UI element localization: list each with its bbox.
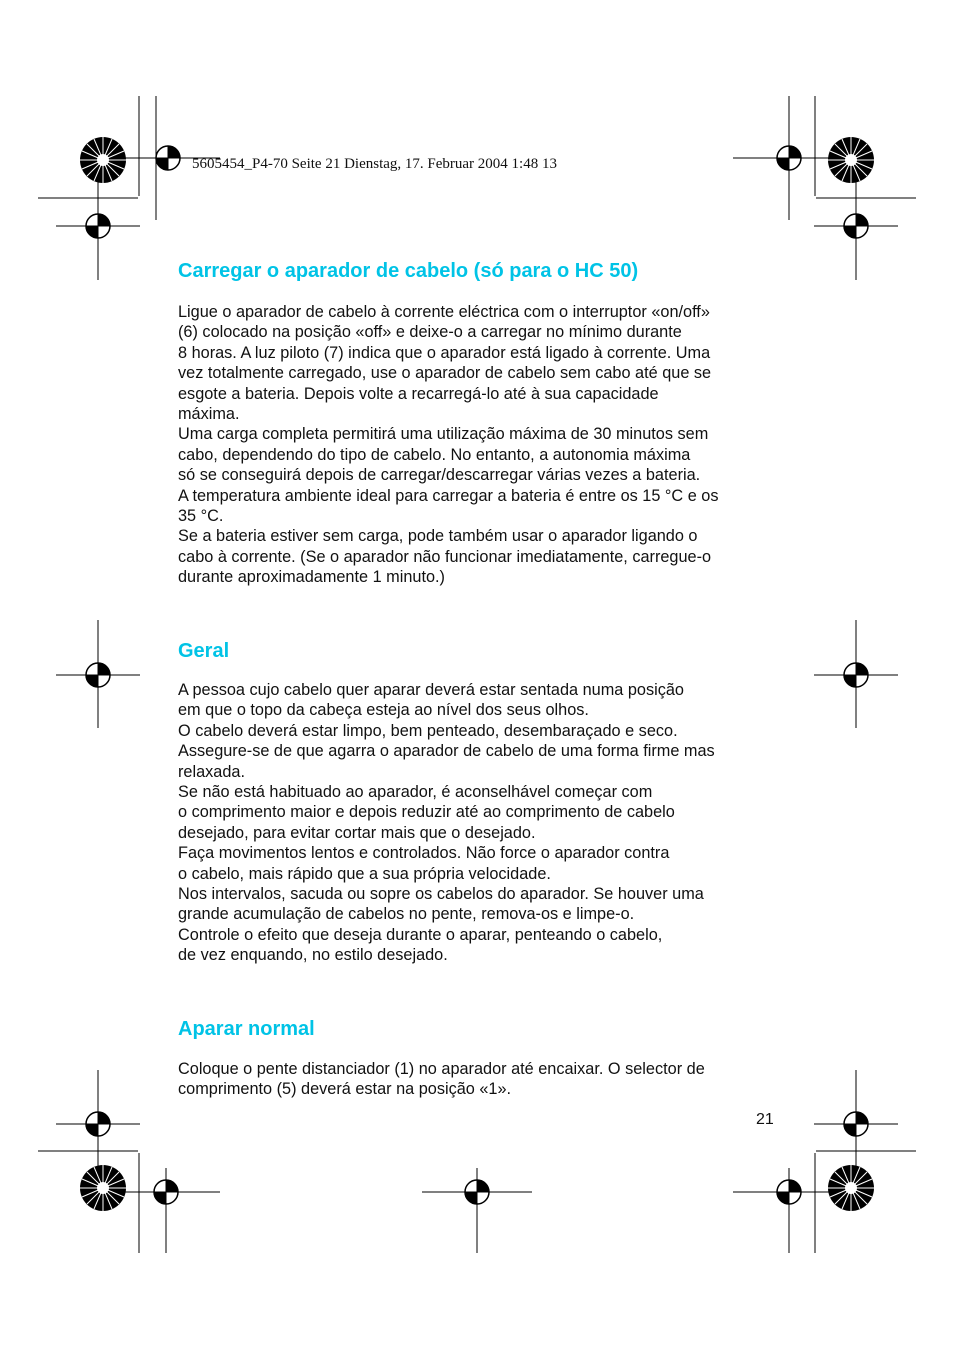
registration-target-icon <box>86 663 110 687</box>
page-number: 21 <box>756 1111 774 1128</box>
text-line: só se conseguirá depois de carregar/descarregar várias vezes a bateria. <box>178 466 701 485</box>
registration-target-icon <box>154 1180 178 1204</box>
text-line: A temperatura ambiente ideal para carregar a bateria é entre os 15 °C e os <box>178 486 719 505</box>
text-line: O cabelo deverá estar limpo, bem penteado, desembaraçado e seco. <box>178 721 678 740</box>
registration-target-icon <box>844 214 868 238</box>
text-line: o comprimento maior e depois reduzir até ao comprimento de cabelo <box>178 803 675 822</box>
section-body <box>178 680 778 966</box>
registration-target-icon <box>86 1112 110 1136</box>
text-line: Uma carga completa permitirá uma utilização máxima de 30 minutos sem <box>178 425 709 444</box>
section-heading: Aparar normal <box>178 1018 315 1040</box>
section-heading: Carregar o aparador de cabelo (só para o HC 50) <box>178 260 639 282</box>
section-body <box>178 302 778 588</box>
text-line: relaxada. <box>178 762 245 781</box>
text-line: Controle o efeito que deseja durante o aparar, penteando o cabelo, <box>178 925 663 944</box>
registration-target-icon <box>86 214 110 238</box>
registration-target-icon <box>156 146 180 170</box>
print-slug: 5605454_P4-70 Seite 21 Dienstag, 17. Februar 2004 1:48 13 <box>192 156 557 172</box>
text-line: 8 horas. A luz piloto (7) indica que o aparador está ligado à corrente. Uma <box>178 343 711 362</box>
text-line: Assegure-se de que agarra o aparador de cabelo de uma forma firme mas <box>178 742 715 761</box>
text-line: Faça movimentos lentos e controlados. Não force o aparador contra <box>178 844 670 863</box>
text-line: (6) colocado na posição «off» e deixe-o a carregar no mínimo durante <box>178 323 682 342</box>
text-line: o cabelo, mais rápido que a sua própria velocidade. <box>178 864 551 883</box>
text-line: em que o topo da cabeça esteja ao nível dos seus olhos. <box>178 701 589 720</box>
text-line: Nos intervalos, sacuda ou sopre os cabelos do aparador. Se houver uma <box>178 885 704 904</box>
text-line: grande acumulação de cabelos no pente, remova-os e limpe-o. <box>178 905 635 924</box>
text-line: comprimento (5) deverá estar na posição «1». <box>178 1080 512 1099</box>
text-line: de vez enquando, no estilo desejado. <box>178 946 448 965</box>
text-line: Se não está habituado ao aparador, é aconselhável começar com <box>178 783 653 802</box>
star-target-icon <box>80 137 126 183</box>
text-line: vez totalmente carregado, use o aparador de cabelo sem cabo até que se <box>178 364 712 383</box>
registration-target-icon <box>844 1112 868 1136</box>
star-target-icon <box>828 137 874 183</box>
text-line: Coloque o pente distanciador (1) no aparador até encaixar. O selector de <box>178 1060 705 1078</box>
registration-target-icon <box>777 1180 801 1204</box>
registration-target-icon <box>844 663 868 687</box>
text-line: durante aproximadamente 1 minuto.) <box>178 568 445 587</box>
star-target-icon <box>828 1165 874 1211</box>
registration-target-icon <box>777 146 801 170</box>
text-line: A pessoa cujo cabelo quer aparar deverá estar sentada numa posição <box>178 681 684 699</box>
registration-target-icon <box>465 1180 489 1204</box>
text-line: máxima. <box>178 405 240 424</box>
section-heading: Geral <box>178 640 230 662</box>
text-line: Se a bateria estiver sem carga, pode também usar o aparador ligando o <box>178 527 698 546</box>
text-line: 35 °C. <box>178 507 224 526</box>
star-target-icon <box>80 1165 126 1211</box>
text-line: cabo, dependendo do tipo de cabelo. No entanto, a autonomia máxima <box>178 445 691 464</box>
section-body <box>178 1059 778 1100</box>
text-line: Ligue o aparador de cabelo à corrente eléctrica com o interruptor «on/off» <box>178 303 710 321</box>
text-line: desejado, para evitar cortar mais que o desejado. <box>178 823 536 842</box>
text-line: cabo à corrente. (Se o aparador não funcionar imediatamente, carregue-o <box>178 547 712 566</box>
text-line: esgote a bateria. Depois volte a recarregá-lo até à sua capacidade <box>178 384 659 403</box>
